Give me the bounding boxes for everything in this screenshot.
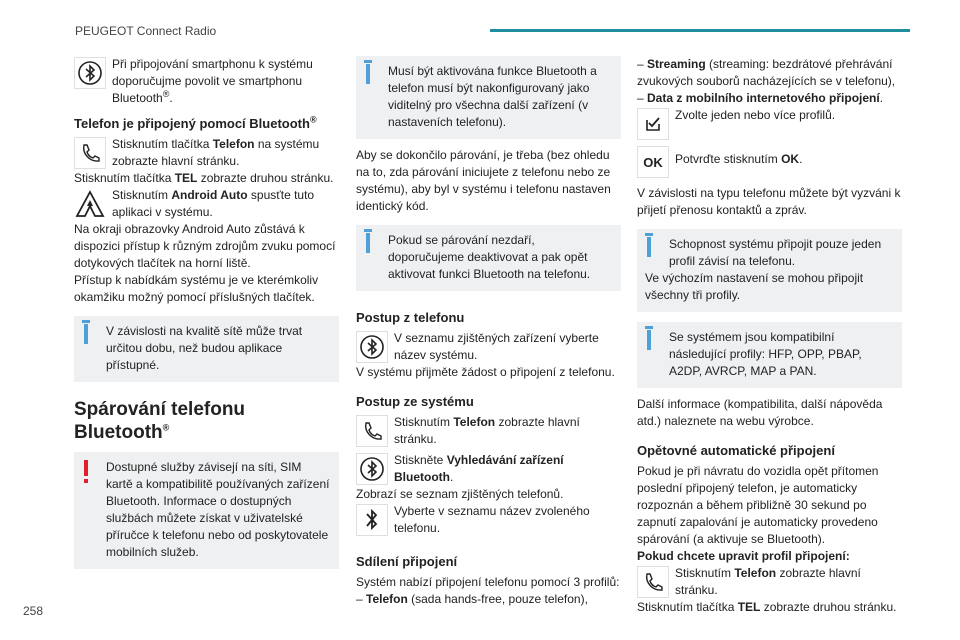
text: Pokud chcete upravit profil připojení: — [637, 549, 850, 563]
text: Při připojování smartphonu k systému doporučujme povolit ve smartphonu Bluetooth®. — [112, 57, 313, 105]
phone-icon — [637, 566, 669, 598]
warning-icon — [84, 460, 88, 476]
column-1 — [74, 56, 339, 577]
text: Stisknutím tlačítka TEL zobrazte druhou stránku. — [637, 600, 897, 614]
text: Pokud je při návratu do vozidla opět přítomen poslední připojený telefon, je automaticky rozpoznán a během přibližně 30 sekund po zapnutí zapalování je automaticky provedeno spárování (a aktivuje se Bluetooth). — [637, 464, 879, 546]
page-number: 258 — [23, 604, 44, 618]
info-note — [356, 225, 621, 291]
phone-icon — [356, 415, 388, 447]
section-heading: Postup ze systému — [356, 394, 474, 409]
text: Systém nabízí připojení telefonu pomocí 3 profilů: — [356, 575, 620, 589]
info-note — [637, 229, 902, 312]
text: Přístup k nabídkám systému je ve kterémkoliv okamžiku možný pomocí příslušných tlačítek. — [74, 273, 319, 304]
icon-paragraph — [356, 452, 621, 490]
info-icon — [366, 64, 370, 84]
checkbox-icon — [637, 108, 669, 140]
icon-paragraph — [74, 136, 339, 174]
text: Potvrďte stisknutím OK. — [675, 152, 803, 166]
text: Pokud se párování nezdaří, doporučujeme deaktivovat a pak opět aktivovat funkci Bluetooth na telefonu. — [388, 233, 591, 281]
icon-paragraph — [356, 414, 621, 452]
bluetooth-icon — [356, 504, 388, 536]
icon-paragraph — [637, 145, 902, 183]
text: V seznamu zjištěných zařízení vyberte název systému. — [394, 331, 599, 362]
text: – Data z mobilního internetového připojení. — [637, 91, 884, 105]
icon-paragraph — [356, 330, 621, 368]
info-icon — [366, 233, 370, 253]
text: Na okraji obrazovky Android Auto zůstává k dispozici přístup k různým zdrojům zvuku pomocí dotykových tlačítek na horní liště. — [74, 222, 336, 270]
icon-paragraph — [74, 187, 339, 225]
text: V systému přijměte žádost o připojení z telefonu. — [356, 365, 615, 379]
icon-paragraph — [74, 56, 339, 107]
text: Stisknutím Telefon zobrazte hlavní stránku. — [675, 566, 861, 597]
text: Ve výchozím nastavení se mohou připojit všechny tři profily. — [645, 271, 864, 302]
text: V závislosti na kvalitě sítě může trvat určitou dobu, než budou aplikace přístupné. — [106, 324, 303, 372]
section-heading: Sdílení připojení — [356, 554, 458, 569]
icon-paragraph — [356, 503, 621, 541]
text: Vyberte v seznamu název zvoleného telefonu. — [394, 504, 590, 535]
text: Stisknutím tlačítka Telefon na systému zobrazte hlavní stránku. — [112, 137, 320, 168]
warning-note — [74, 452, 339, 569]
section-heading: Postup z telefonu — [356, 310, 465, 325]
text: Schopnost systému připojit pouze jeden profil závisí na telefonu. — [669, 237, 882, 268]
icon-paragraph — [637, 107, 902, 145]
text: Stiskněte Vyhledávání zařízení Bluetooth. — [394, 453, 564, 484]
text: Aby se dokončilo párování, je třeba (bez ohledu na to, zda párování iniciujete z telefonu nebo ze systému), aby byl v systému i telefonu nastaven identický kód. — [356, 148, 611, 213]
text: Zobrazí se seznam zjištěných telefonů. — [356, 487, 564, 501]
bluetooth-circle-icon — [356, 453, 388, 485]
info-note — [356, 56, 621, 139]
chapter-heading: Spárování telefonu Bluetooth® — [74, 399, 246, 443]
text: V závislosti na typu telefonu můžete být vyzváni k přijetí přenosu kontaktů a zpráv. — [637, 186, 901, 217]
text: Stisknutím tlačítka TEL zobrazte druhou stránku. — [74, 171, 334, 185]
bluetooth-circle-icon — [74, 57, 106, 89]
text: – Streaming (streaming: bezdrátové přehrávání zvukových souborů nacházejících se v telefonu), — [637, 57, 896, 88]
text: Stisknutím Telefon zobrazte hlavní stránku. — [394, 415, 580, 446]
bluetooth-circle-icon — [356, 331, 388, 363]
text: Dostupné služby závisejí na síti, SIM kartě a kompatibilitě používaných zařízení Bluetooth. Informace o dostupných službách můžete získat v uživatelské příručce k telefonu nebo od poskytovatele mobilních služeb. — [106, 460, 330, 559]
ok-icon: OK — [637, 146, 669, 178]
text: Stisknutím Android Auto spusťte tuto aplikaci v systému. — [112, 188, 315, 219]
info-icon — [84, 324, 88, 344]
running-header: PEUGEOT Connect Radio — [75, 24, 217, 38]
text: Se systémem jsou kompatibilní následující profily: HFP, OPP, PBAP, A2DP, AVRCP, MAP a PAN. — [669, 330, 862, 378]
section-heading: Telefon je připojený pomocí Bluetooth® — [74, 114, 317, 131]
icon-paragraph — [637, 565, 902, 603]
info-note — [637, 322, 902, 388]
header-accent-bar — [490, 29, 910, 32]
text: – Telefon (sada hands-free, pouze telefon), — [356, 592, 588, 606]
info-icon — [647, 237, 651, 257]
text: Další informace (kompatibilita, další nápověda atd.) naleznete na webu výrobce. — [637, 397, 883, 428]
section-heading: Opětovné automatické připojení — [637, 443, 835, 458]
column-2 — [356, 56, 621, 608]
text: Musí být aktivována funkce Bluetooth a telefon musí být nakonfigurovaný jako viditelný pro všechna další zařízení (v nastaveních telefonu). — [388, 64, 597, 129]
phone-icon — [74, 137, 106, 169]
info-note — [74, 316, 339, 382]
info-icon — [647, 330, 651, 350]
text: Zvolte jeden nebo více profilů. — [675, 108, 836, 122]
column-3 — [637, 56, 902, 616]
android-auto-icon — [74, 188, 106, 220]
